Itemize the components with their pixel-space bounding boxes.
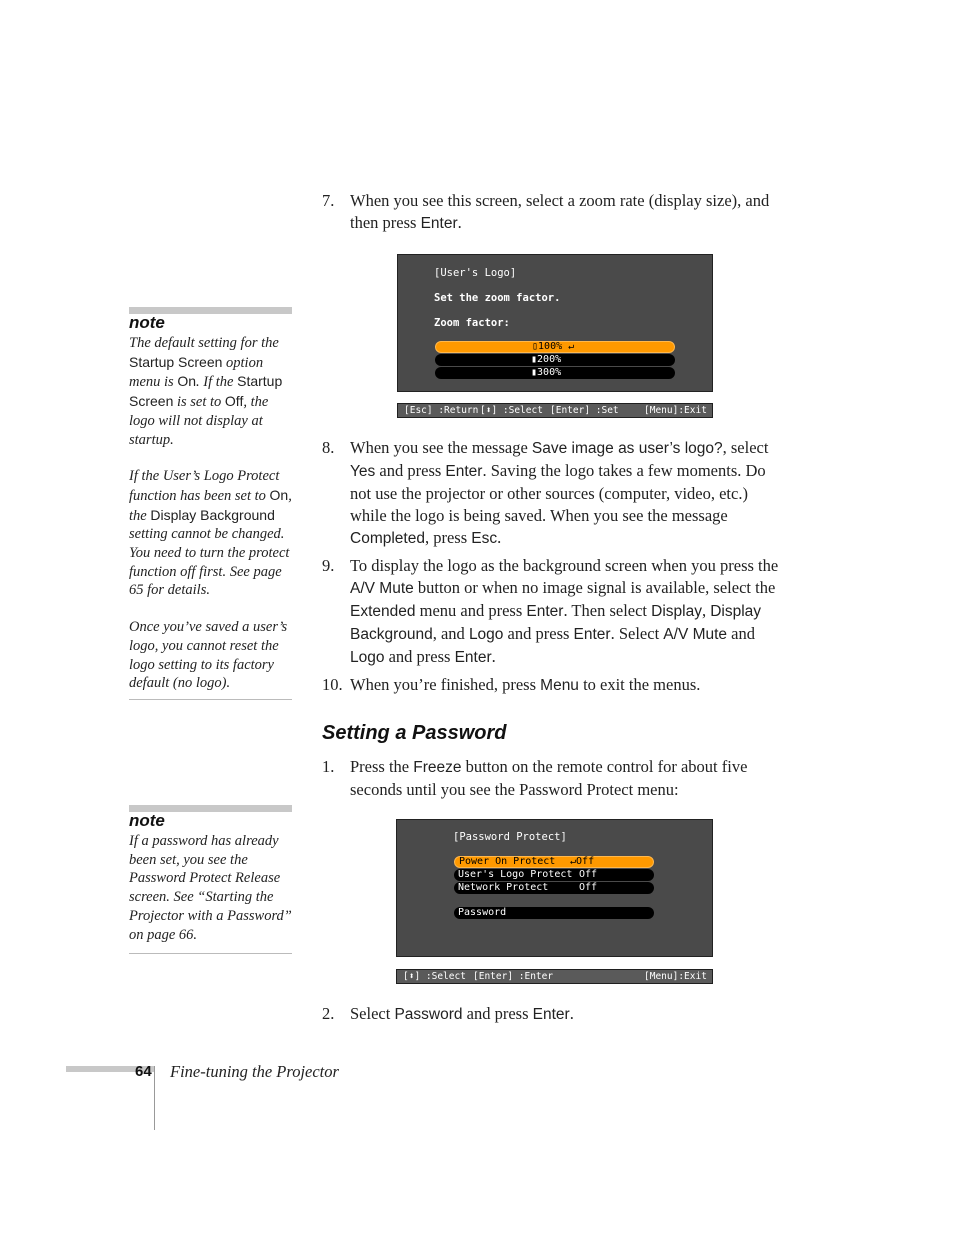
status-select: [⬍] :Select <box>480 405 543 416</box>
password-step-2 <box>322 1003 782 1026</box>
status-enter: [Enter] :Enter <box>473 971 554 982</box>
chapter-title: Fine-tuning the Projector <box>170 1062 339 1081</box>
password-row[interactable]: Password <box>454 907 654 919</box>
menu-title: [Password Protect] <box>453 831 567 843</box>
page-number: 64 <box>135 1063 152 1080</box>
note-body: The default setting for the Startup Screen option menu is On. If the Startup Screen is set to Off, the logo will not display at startup. If the User’s Logo Protect function has been set to On, the Display Background setting cannot be changed. You need to turn the protect function off first. See page 65 for details. Once you’ve saved a user’s logo, you cannot reset the logo setting to its factory default (no logo). <box>129 335 292 692</box>
zoom-factor-label: Zoom factor: <box>434 317 510 329</box>
status-menu-exit: [Menu]:Exit <box>644 405 707 416</box>
step-number: 8. <box>322 438 335 457</box>
note-end-rule <box>129 699 292 700</box>
note-title: note <box>129 313 165 332</box>
enter-icon: ↵ <box>568 341 575 352</box>
step-number: 10. <box>322 675 343 694</box>
step-text: When you see this screen, select a zoom rate (display size), and then press Enter. <box>350 191 770 232</box>
step-text: To display the logo as the background screen when you press the A/V Mute button or when no image signal is available, select the Extended menu and press Enter. Then select Display, Display Background, and Logo and press Enter. Select A/V Mute and Logo and press Enter. <box>350 556 779 666</box>
step-number: 9. <box>322 556 335 575</box>
zoom-option-200[interactable]: ▮200% <box>435 354 675 366</box>
step-8 <box>322 437 782 550</box>
step-text: When you’re finished, press Menu to exit the menus. <box>350 675 701 694</box>
section-title: Setting a Password <box>322 722 507 744</box>
logo-menu-status-bar <box>397 403 713 418</box>
password-menu-status-bar <box>396 969 713 984</box>
step-9 <box>322 555 782 669</box>
footer-divider <box>154 1066 155 1130</box>
step-10 <box>322 674 782 697</box>
note-title: note <box>129 811 165 830</box>
menu-prompt: Set the zoom factor. <box>434 292 561 304</box>
note-end-rule <box>129 953 292 954</box>
zoom-option-300[interactable]: ▮300% <box>435 367 675 379</box>
step-text: Press the Freeze button on the remote control for about five seconds until you see the Password Protect menu: <box>350 757 748 799</box>
step-number: 2. <box>322 1004 335 1023</box>
power-on-protect-row[interactable]: Power On Protect ↵Off <box>454 856 654 868</box>
password-protect-menu-screen <box>396 819 713 957</box>
step-text: Select Password and press Enter. <box>350 1004 574 1023</box>
status-esc-return: [Esc] :Return <box>404 405 479 416</box>
status-enter-set: [Enter] :Set <box>550 405 619 416</box>
status-select: [⬍] :Select <box>403 971 466 982</box>
users-logo-menu-screen <box>397 254 713 392</box>
step-number: 7. <box>322 191 335 210</box>
status-menu-exit: [Menu]:Exit <box>644 971 707 982</box>
network-protect-row[interactable]: Network Protect Off <box>454 882 654 894</box>
step-number: 1. <box>322 757 335 776</box>
password-step-1 <box>322 756 782 801</box>
zoom-option-100[interactable]: ▯100% ↵ <box>435 341 675 353</box>
step-7 <box>322 190 782 235</box>
note-body: If a password has already been set, you see the Password Protect Release screen. See “Starting the Projector with a Password” on page 66. <box>129 833 292 943</box>
enter-icon: ↵ <box>570 856 577 867</box>
step-text: When you see the message Save image as user’s logo?, select Yes and press Enter. Saving the logo takes a few moments. Do not use the projector or other sources (computer, video, etc.) while the logo is being saved. When you see the message Completed, press Esc. <box>350 438 769 547</box>
users-logo-protect-row[interactable]: User's Logo Protect Off <box>454 869 654 881</box>
menu-title: [User's Logo] <box>434 267 517 279</box>
